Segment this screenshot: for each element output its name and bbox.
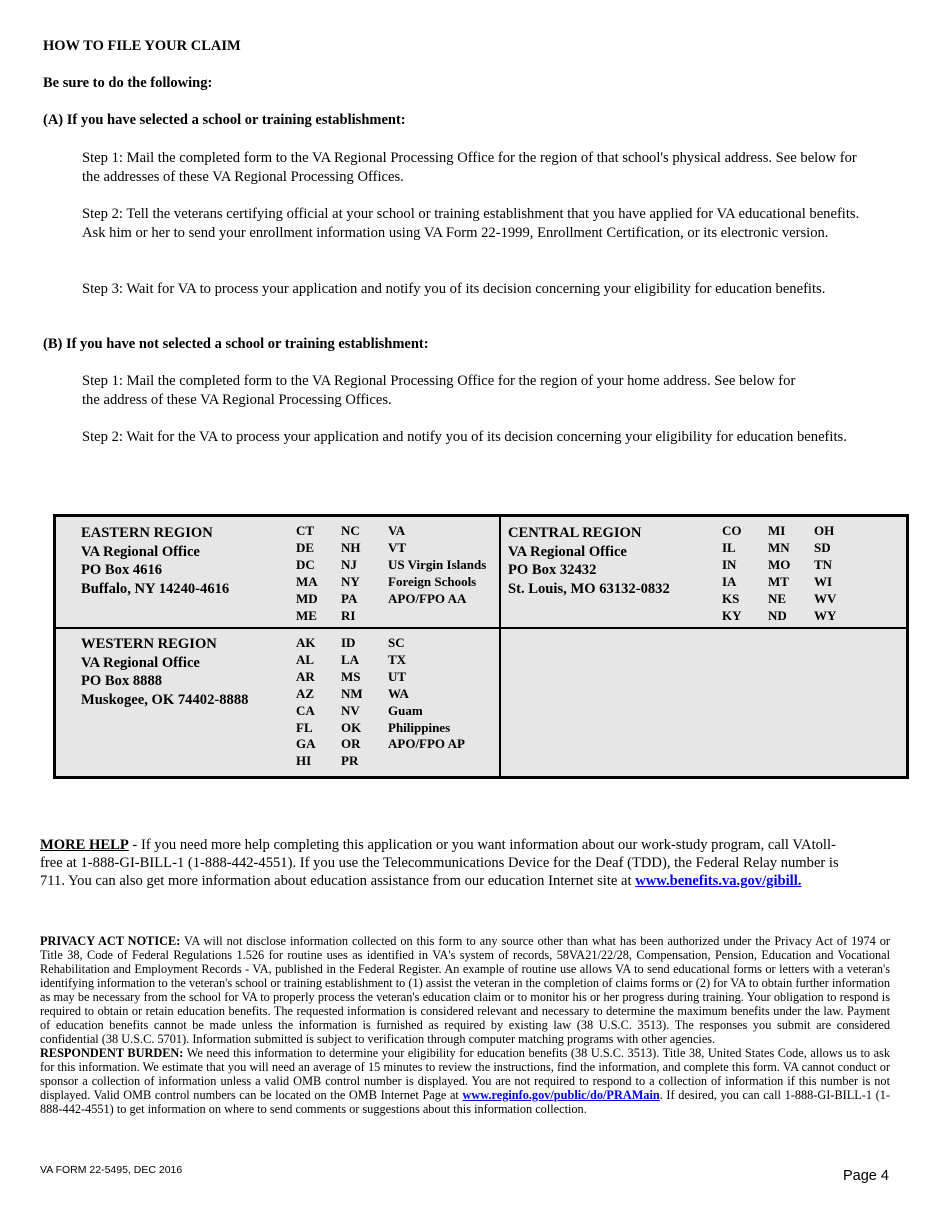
more-help-label: MORE HELP bbox=[40, 837, 129, 853]
city-state-zip: Buffalo, NY 14240-4616 bbox=[81, 580, 230, 597]
po-box: PO Box 32432 bbox=[508, 562, 597, 579]
privacy-notice bbox=[40, 934, 890, 1116]
more-help-paragraph bbox=[40, 836, 840, 890]
region-name: WESTERN REGION bbox=[81, 636, 217, 652]
section-a-title: (A) If you have selected a school or training establishment: bbox=[43, 112, 406, 128]
privacy-text: VA will not disclose information collected on this form to any source other than what has been authorized under the Privacy Act of 1974 or Title 38, Code of Federal Regulations 1.526 for routine uses as identified in VA's system of records, 58VA21/22/28, Compensation, Pension, Education and Vocational Rehabilitation and Employment Records - VA, published in the Federal Register. An example of routine use allows VA to send educational forms or letters with a veteran's identifying information to the veteran's school or training establishment to (1) assist the veteran in the completion of claims forms or (2) for VA to obtain further information as may be necessary from the school for VA to properly process the veteran's education claim or to monitor his or her progress during training. Your obligation to respond is required to obtain or retain education benefits. The requested information is considered relevant and necessary to determine the maximum benefits under the law. Payment of education benefits cannot be made unless the information is furnished as required by existing law (38 U.S.C. 3513). The responses you submit are considered confidential (38 U.S.C. 5701). Information submitted is subject to verification through computer matching programs with other agencies. bbox=[40, 934, 890, 1046]
state: PR bbox=[341, 753, 359, 769]
state: KS bbox=[722, 590, 740, 606]
state: ME bbox=[296, 607, 317, 623]
state: AK bbox=[296, 635, 316, 650]
po-box: PO Box 4616 bbox=[81, 562, 163, 579]
region-name: EASTERN REGION bbox=[81, 525, 213, 541]
state: MS bbox=[341, 668, 361, 684]
state: FL bbox=[296, 719, 313, 735]
state: CT bbox=[296, 523, 315, 538]
western-states-col-3 bbox=[388, 635, 465, 753]
form-number: VA FORM 22-5495, DEC 2016 bbox=[40, 1164, 183, 1176]
state: TX bbox=[388, 651, 407, 667]
state: MN bbox=[768, 539, 790, 555]
state: APO/FPO AP bbox=[388, 736, 465, 752]
central-region-address bbox=[508, 524, 670, 598]
state: OK bbox=[341, 719, 362, 735]
page-heading: HOW TO FILE YOUR CLAIM bbox=[43, 38, 241, 54]
section-b-step-2: Step 2: Wait for the VA to process your application and notify you of its decision concerning your eligibility for education benefits. bbox=[82, 429, 847, 445]
eastern-states-col-1 bbox=[296, 523, 318, 624]
state: Foreign Schools bbox=[388, 573, 477, 589]
western-states-col-1 bbox=[296, 635, 316, 770]
state: ND bbox=[768, 607, 787, 623]
eastern-states-col-2 bbox=[341, 523, 361, 624]
state: NJ bbox=[341, 556, 357, 572]
state: NC bbox=[341, 523, 360, 538]
state: VT bbox=[388, 539, 407, 555]
state: PA bbox=[341, 590, 358, 606]
state: AL bbox=[296, 651, 315, 667]
burden-text: We need this information to determine your eligibility for education benefits (38 U.S.C. 3513). Title 38, United States Code, allows us to ask for this information. We estimate that you will need an average of 15 minutes to review the instructions, find the information, and complete this form. VA cannot conduct or sponsor a collection of information unless a valid OMB control number is displayed. You are not required to respond to a collection of information if this number is not displayed. Valid OMB control numbers can be located on the OMB Internet Page at bbox=[40, 1046, 890, 1102]
state: TN bbox=[814, 556, 833, 572]
city-state-zip: Muskogee, OK 74402-8888 bbox=[81, 691, 249, 708]
state: KY bbox=[722, 607, 742, 623]
state: MI bbox=[768, 523, 786, 538]
state: DC bbox=[296, 556, 315, 572]
state: WV bbox=[814, 590, 837, 606]
state: CA bbox=[296, 702, 315, 718]
central-states-col-2 bbox=[768, 523, 790, 624]
state: IA bbox=[722, 573, 737, 589]
eastern-states-col-3 bbox=[388, 523, 486, 608]
section-a-step-2: Step 2: Tell the veterans certifying official at your school or training establishment that you have applied for VA educational benefits. Ask him or her to send your enrollment information using VA Form 22-1999, Enrollment Certification, or its electronic version. bbox=[82, 206, 860, 241]
state: LA bbox=[341, 651, 360, 667]
state: AR bbox=[296, 668, 315, 684]
office-name: VA Regional Office bbox=[508, 543, 627, 560]
divider bbox=[56, 627, 906, 629]
burden-label: RESPONDENT BURDEN: bbox=[40, 1046, 184, 1060]
state: MA bbox=[296, 573, 318, 589]
western-states-col-2 bbox=[341, 635, 363, 770]
burden-text-end: . If desired, you can call 1-888-GI-BILL-1 (1-888-442-4551) to get information on where to send comments or suggestions about this information collection. bbox=[40, 1088, 890, 1116]
state: ID bbox=[341, 635, 356, 650]
state: MT bbox=[768, 573, 789, 589]
state: WI bbox=[814, 573, 833, 589]
state: OH bbox=[814, 523, 835, 538]
central-states-col-1 bbox=[722, 523, 742, 624]
state: CO bbox=[722, 523, 742, 538]
state: GA bbox=[296, 736, 316, 752]
state: APO/FPO AA bbox=[388, 590, 467, 606]
state: Guam bbox=[388, 702, 423, 718]
state: MD bbox=[296, 590, 318, 606]
state: SD bbox=[814, 539, 831, 555]
state: HI bbox=[296, 753, 312, 769]
state: IL bbox=[722, 539, 736, 555]
eastern-region-address bbox=[81, 524, 229, 598]
state: WA bbox=[388, 685, 409, 701]
regional-offices-table bbox=[53, 514, 909, 779]
intro-text: Be sure to do the following: bbox=[43, 75, 213, 91]
state: NM bbox=[341, 685, 363, 701]
state: US Virgin Islands bbox=[388, 556, 487, 572]
state: UT bbox=[388, 668, 407, 684]
state: NY bbox=[341, 573, 360, 589]
privacy-label: PRIVACY ACT NOTICE: bbox=[40, 934, 181, 948]
state: NE bbox=[768, 590, 787, 606]
state: DE bbox=[296, 539, 315, 555]
section-b-title: (B) If you have not selected a school or training establishment: bbox=[43, 336, 429, 352]
section-a-step-1: Step 1: Mail the completed form to the VA Regional Processing Office for the region of that school's physical address. See below for the addresses of these VA Regional Processing Offices. bbox=[82, 150, 857, 185]
state: OR bbox=[341, 736, 361, 752]
office-name: VA Regional Office bbox=[81, 654, 200, 671]
city-state-zip: St. Louis, MO 63132-0832 bbox=[508, 580, 670, 597]
gibill-link[interactable]: www.benefits.va.gov/gibill. bbox=[635, 873, 802, 889]
state: WY bbox=[814, 607, 837, 623]
region-name: CENTRAL REGION bbox=[508, 525, 642, 541]
state: AZ bbox=[296, 685, 315, 701]
state: NH bbox=[341, 539, 361, 555]
page-number: Page 4 bbox=[843, 1168, 889, 1184]
state: NV bbox=[341, 702, 360, 718]
western-region-address bbox=[81, 635, 248, 709]
section-a-step-3: Step 3: Wait for VA to process your application and notify you of its decision concerning your eligibility for education benefits. bbox=[82, 281, 826, 297]
state: Philippines bbox=[388, 719, 451, 735]
more-help-text: - If you need more help completing this application or you want information about our work-study program, call VAtoll-free at 1-888-GI-BILL-1 (1-888-442-4551). If you use the Telecommunications Device for the Deaf (TDD), the Federal Relay number is 711. You can also get more information about education assistance from our education Internet site at bbox=[40, 837, 839, 889]
po-box: PO Box 8888 bbox=[81, 673, 163, 690]
state: IN bbox=[722, 556, 737, 572]
state: MO bbox=[768, 556, 791, 572]
section-b-step-1: Step 1: Mail the completed form to the VA Regional Processing Office for the region of your home address. See below for the address of these VA Regional Processing Offices. bbox=[82, 373, 796, 408]
divider bbox=[499, 517, 501, 776]
state: VA bbox=[388, 523, 406, 538]
state: SC bbox=[388, 635, 405, 650]
state: RI bbox=[341, 607, 356, 623]
central-states-col-3 bbox=[814, 523, 836, 624]
office-name: VA Regional Office bbox=[81, 543, 200, 560]
reginfo-link[interactable]: www.reginfo.gov/public/do/PRAMain bbox=[462, 1088, 660, 1102]
